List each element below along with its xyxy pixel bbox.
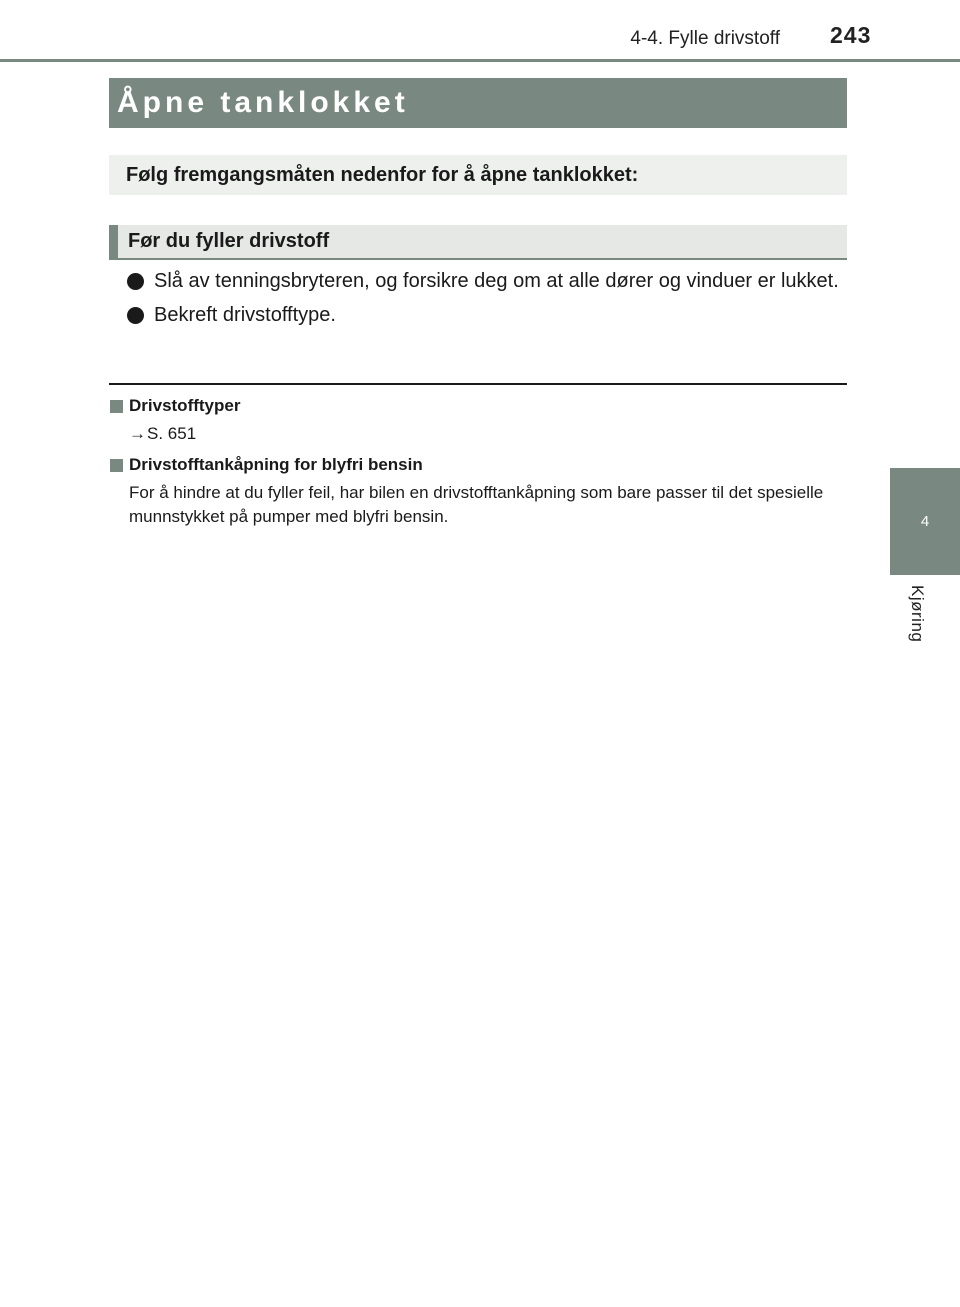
section-intro: Følg fremgangsmåten nedenfor for å åpne tanklokket:	[109, 155, 847, 195]
bullet-icon	[127, 307, 144, 324]
page-number: 243	[830, 22, 872, 48]
bullet-list	[127, 266, 847, 334]
note-title	[110, 454, 847, 476]
header-rule	[0, 59, 960, 62]
page-reference-link[interactable]: S. 651	[147, 424, 197, 443]
note-title-text: Drivstofftyper	[129, 396, 241, 415]
note-body: For å hindre at du fyller feil, har bilen en drivstofftankåpning som bare passer til det spesielle munnstykket på pumper med blyfri bensin.	[129, 483, 824, 526]
chapter-title: 4-4. Fylle drivstoff	[630, 28, 780, 49]
chapter-tab	[890, 468, 960, 575]
square-bullet-icon	[110, 400, 123, 413]
chapter-tab-number: 4	[920, 513, 930, 530]
square-bullet-icon	[110, 459, 123, 472]
notes-divider	[109, 383, 847, 385]
list-item-text: Bekreft drivstofftype.	[154, 304, 336, 326]
list-item	[127, 266, 847, 297]
note-unleaded-inlet	[110, 454, 847, 529]
list-item	[127, 300, 847, 331]
arrow-right-icon: →	[129, 424, 146, 443]
note-title-text: Drivstofftankåpning for blyfri bensin	[129, 455, 423, 474]
chapter-tab-label: Kjøring	[908, 585, 927, 643]
list-item-text: Slå av tenningsbryteren, og forsikre deg om at alle dører og vinduer er lukket.	[154, 270, 839, 292]
subsection-heading: Før du fyller drivstoff	[109, 225, 847, 260]
note-fuel-types	[110, 395, 847, 446]
bullet-icon	[127, 273, 144, 290]
section-title: Åpne tanklokket	[109, 78, 847, 128]
note-title	[110, 395, 847, 417]
note-body	[110, 422, 847, 446]
